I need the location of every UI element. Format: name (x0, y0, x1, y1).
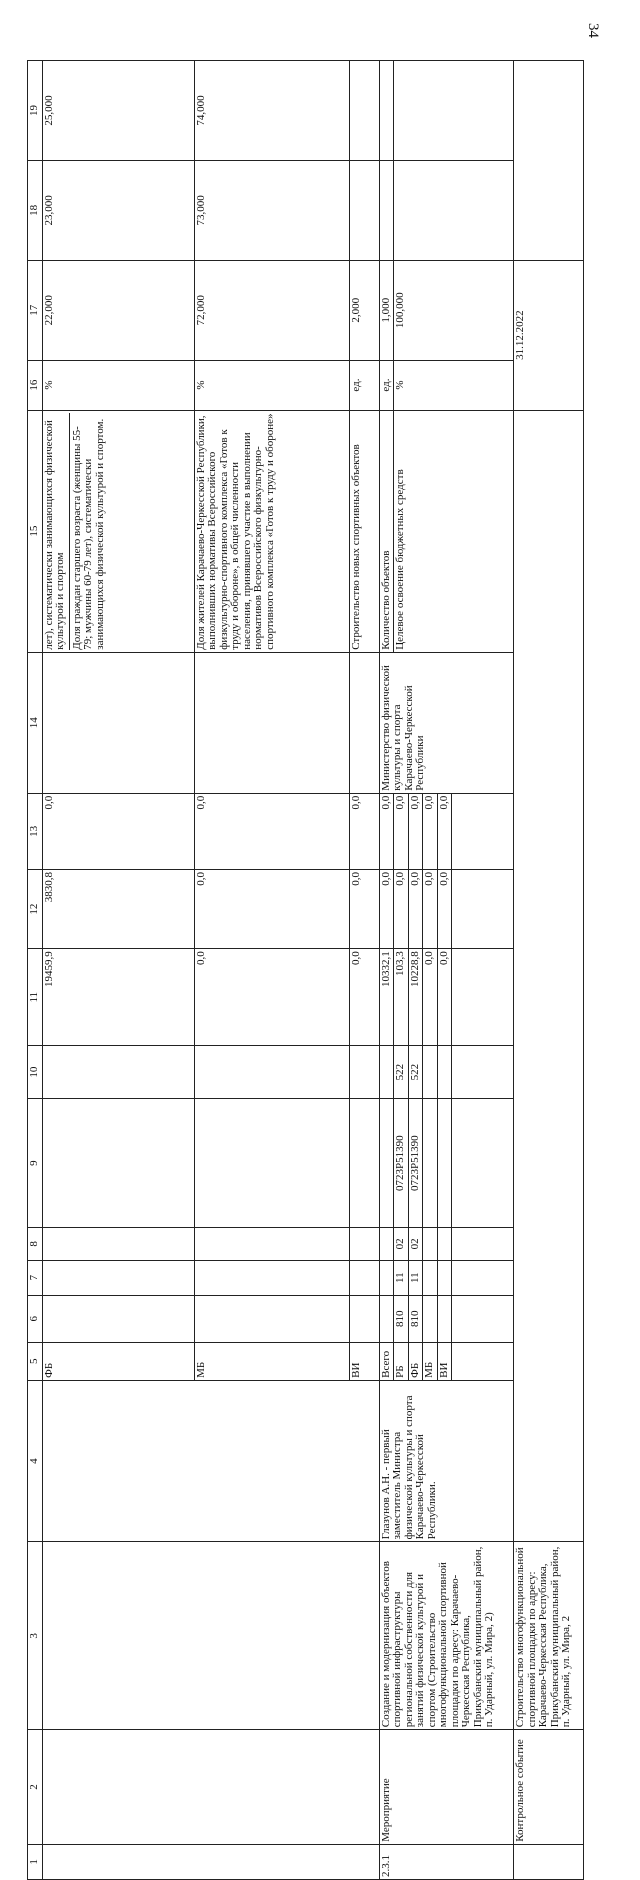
code-gr: 810 (394, 1295, 409, 1342)
cell-empty (194, 1099, 349, 1228)
value-2024: 25,000 (42, 61, 194, 161)
indicator-text: Количество объектов (379, 410, 394, 652)
value-cell: 10228,8 (408, 949, 423, 1046)
col-number-17: 17 (28, 260, 43, 360)
cell-empty (42, 1228, 194, 1260)
col-number-14: 14 (28, 652, 43, 793)
cell-empty (379, 160, 394, 260)
cell-empty (379, 61, 394, 161)
cell-empty (194, 1295, 349, 1342)
code-csr: 0723P51390 (394, 1099, 409, 1228)
value-cell: 0,0 (394, 793, 409, 869)
cell-empty (423, 1046, 438, 1099)
col-number-2: 2 (28, 1730, 43, 1845)
control-event-name: Строительство многофункциональной спортивной площадки по адресу: Карачаево-Черкесская Республика, Прикубанский муниципальный район, п. Ударный, ул. Мира, 2 (514, 1542, 584, 1730)
cell-empty (379, 1260, 394, 1295)
value-cell: 0,0 (349, 949, 379, 1046)
cell-empty (452, 1099, 514, 1228)
cell-empty (437, 1295, 452, 1342)
cell-empty (194, 1260, 349, 1295)
value-cell: 0,0 (194, 793, 349, 869)
col-number-12: 12 (28, 870, 43, 949)
cell-empty (514, 61, 584, 261)
col-number-9: 9 (28, 1099, 43, 1228)
col-number-3: 3 (28, 1542, 43, 1730)
col-number-16: 16 (28, 360, 43, 410)
cell-empty (42, 1730, 379, 1845)
unit-cell: ед. (379, 360, 394, 410)
code-vr: 522 (408, 1046, 423, 1099)
value-cell: 0,0 (423, 949, 438, 1046)
cell-empty (452, 1260, 514, 1295)
indicator-text: Целевое освоение бюджетных средств (394, 410, 514, 652)
col-number-13: 13 (28, 793, 43, 869)
value-cell: 0,0 (437, 793, 452, 869)
program-table (27, 60, 584, 1880)
unit-cell: % (194, 360, 349, 410)
value-2023: 73,000 (194, 160, 349, 260)
cell-empty (349, 1099, 379, 1228)
code-rz: 11 (408, 1260, 423, 1295)
cell-empty (349, 1228, 379, 1260)
cell-empty (423, 1099, 438, 1228)
value-2024: 74,000 (194, 61, 349, 161)
cell-empty (423, 1228, 438, 1260)
value-cell: 3830,8 (42, 870, 194, 949)
value-cell: 0,0 (423, 793, 438, 869)
value-cell: 0,0 (437, 870, 452, 949)
value-cell: 19459,9 (42, 949, 194, 1046)
cell-empty (194, 1046, 349, 1099)
value-2022: 100,000 (394, 260, 514, 360)
page-number: 34 (585, 23, 601, 38)
cell-empty (349, 1295, 379, 1342)
unit-cell: ед. (349, 360, 379, 410)
col-number-7: 7 (28, 1260, 43, 1295)
code-vr: 522 (394, 1046, 409, 1099)
code-pr: 02 (394, 1228, 409, 1260)
value-cell: 0,0 (42, 793, 194, 869)
source-fb: ФБ (42, 1342, 194, 1380)
cell-empty (452, 870, 514, 949)
value-cell: 0,0 (349, 793, 379, 869)
code-gr: 810 (408, 1295, 423, 1342)
cell-empty (379, 1295, 394, 1342)
col-number-18: 18 (28, 160, 43, 260)
cell-empty (349, 1046, 379, 1099)
source-vi: ВИ (349, 1342, 379, 1380)
cell-empty (194, 652, 349, 793)
responsible-person: Глазунов А.Н. - первый заместитель Министра физической культуры и спорта Карачаево-Черкесской Республики. (379, 1380, 514, 1541)
cell-empty (437, 1260, 452, 1295)
cell-empty (423, 1260, 438, 1295)
program-table-sheet (27, 60, 575, 1880)
col-number-5: 5 (28, 1342, 43, 1380)
value-cell: 0,0 (194, 870, 349, 949)
cell-empty (514, 1844, 584, 1879)
cell-empty (452, 1228, 514, 1260)
cell-empty (42, 1260, 194, 1295)
value-2022: 22,000 (42, 260, 194, 360)
value-cell: 0,0 (408, 870, 423, 949)
source-rb: РБ (394, 1342, 409, 1380)
cell-empty (42, 1380, 379, 1541)
row-number: 2.3.1 (379, 1844, 514, 1879)
executor: Министерство физической культуры и спорта Карачаево-Черкесской Республики (379, 652, 514, 793)
source-vi: ВИ (437, 1342, 452, 1380)
cell-empty (349, 160, 379, 260)
value-cell: 0,0 (394, 870, 409, 949)
cell-empty (42, 1295, 194, 1342)
indicator-text: Доля граждан старшего возраста (женщины 55-79; мужчины 60-79 лет), систематически занимающихся физической культурой и спортом. (70, 418, 106, 650)
cell-empty (452, 1046, 514, 1099)
measure-name: Создание и модернизация объектов спортивной инфраструктуры региональной собственности для занятий физической культурой и спортом (Строительство многофункциональной спортивной площадки по адресу: Карачаево-Черкесская Республика, Прикубанский муниципальный район, п. Ударный, ул. Мира, 2) (379, 1542, 514, 1730)
table-row (379, 61, 394, 1880)
cell-empty (42, 652, 194, 793)
cell-empty (394, 160, 514, 260)
cell-empty (194, 1228, 349, 1260)
code-rz: 11 (394, 1260, 409, 1295)
cell-empty (349, 1260, 379, 1295)
cell-empty (437, 1099, 452, 1228)
col-number-4: 4 (28, 1380, 43, 1541)
row-type: Мероприятие (379, 1730, 514, 1845)
cell-empty (349, 652, 379, 793)
value-2022: 1,000 (379, 260, 394, 360)
cell-empty (394, 61, 514, 161)
cell-empty (42, 1542, 379, 1730)
unit-cell: % (42, 360, 194, 410)
source-fb: ФБ (408, 1342, 423, 1380)
code-csr: 0723P51390 (408, 1099, 423, 1228)
value-cell: 0,0 (408, 793, 423, 869)
value-cell: 0,0 (349, 870, 379, 949)
col-number-11: 11 (28, 949, 43, 1046)
cell-empty (452, 793, 514, 869)
value-cell: 0,0 (379, 793, 394, 869)
value-cell: 0,0 (437, 949, 452, 1046)
value-2022: 72,000 (194, 260, 349, 360)
source-total: Всего (379, 1342, 394, 1380)
col-number-8: 8 (28, 1228, 43, 1260)
indicator-cell (42, 410, 194, 652)
value-cell: 0,0 (423, 870, 438, 949)
column-number-row (28, 61, 43, 1880)
cell-empty (379, 1228, 394, 1260)
indicator-top-text: лет), систематически занимающихся физической культурой и спортом (44, 413, 70, 650)
value-2022: 2,000 (349, 260, 379, 360)
control-event-type: Контрольное событие (514, 1730, 584, 1845)
table-row (514, 61, 584, 1880)
col-number-6: 6 (28, 1295, 43, 1342)
control-event-date: 31.12.2022 (514, 260, 584, 410)
cell-empty (452, 1295, 514, 1342)
col-number-1: 1 (28, 1844, 43, 1879)
indicator-text: Доля жителей Карачаево-Черкесской Республики, выполнивших нормативы Всероссийского физкультурно-спортивного комплекса «Готов к труду и обороне», в общей численности населения, принявшего участие в выполнении нормативов Всероссийского физкультурно-спортивного комплекса «Готов к труду и обороне» (194, 410, 349, 652)
col-number-10: 10 (28, 1046, 43, 1099)
cell-empty (437, 1228, 452, 1260)
value-cell: 103,3 (394, 949, 409, 1046)
code-pr: 02 (408, 1228, 423, 1260)
col-number-19: 19 (28, 61, 43, 161)
cell-empty (423, 1295, 438, 1342)
cell-empty (452, 949, 514, 1046)
indicator-text: Строительство новых спортивных объектов (349, 410, 379, 652)
cell-empty (379, 1046, 394, 1099)
cell-empty (514, 410, 584, 1542)
cell-empty (42, 1099, 194, 1228)
value-cell: 0,0 (379, 870, 394, 949)
value-cell: 0,0 (194, 949, 349, 1046)
cell-empty (42, 1046, 194, 1099)
cell-empty (452, 1342, 514, 1380)
value-cell: 10332,1 (379, 949, 394, 1046)
cell-empty (437, 1046, 452, 1099)
cell-empty (379, 1099, 394, 1228)
cell-empty (349, 61, 379, 161)
value-2023: 23,000 (42, 160, 194, 260)
cell-empty (42, 1844, 379, 1879)
unit-cell: % (394, 360, 514, 410)
col-number-15: 15 (28, 410, 43, 652)
source-mb: МБ (194, 1342, 349, 1380)
source-mb: МБ (423, 1342, 438, 1380)
table-row (42, 61, 194, 1880)
